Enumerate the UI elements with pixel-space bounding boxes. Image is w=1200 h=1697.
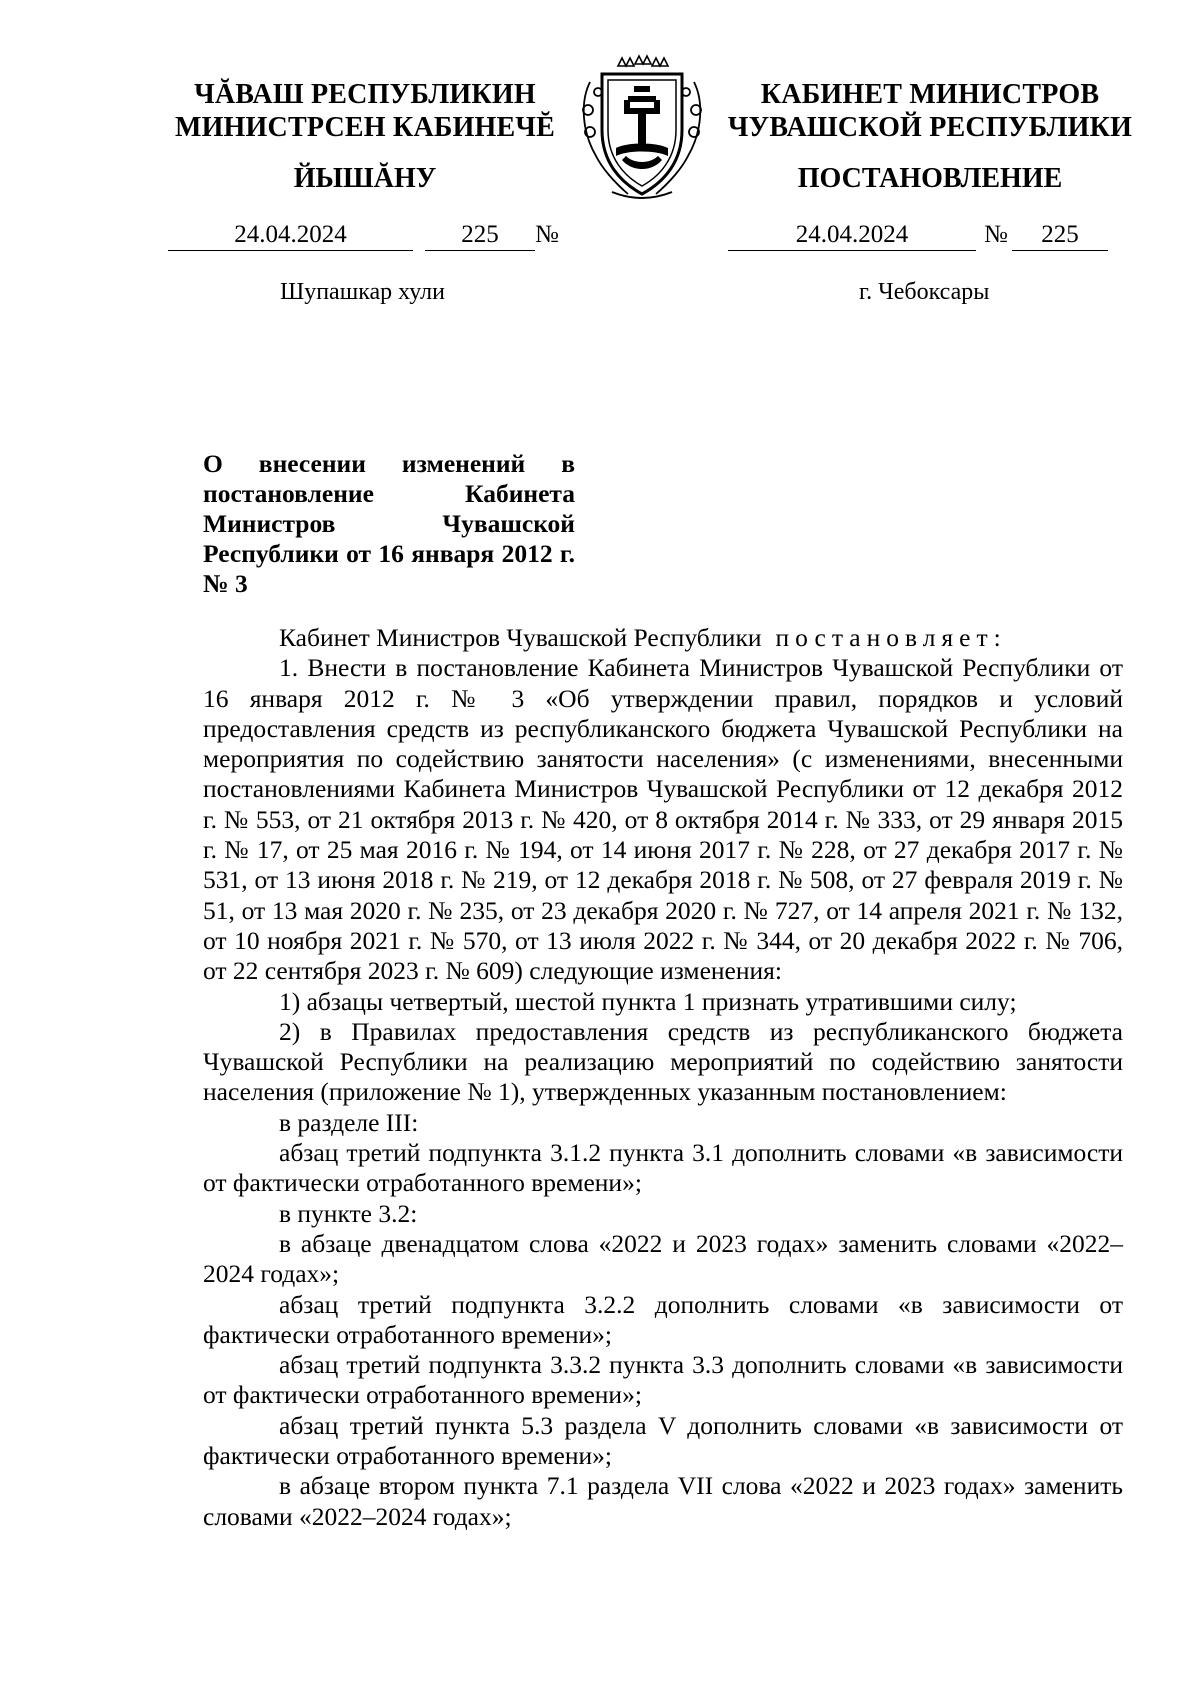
intro-verb: постановляет: (775, 623, 1007, 652)
header-left (150, 78, 580, 144)
header-left-line2: МИНИСТРСЕН КАБИНЕЧĔ (174, 112, 556, 143)
number-sign-left: № (535, 221, 559, 248)
coat-of-arms-emblem (572, 52, 712, 202)
body-paragraph: в пункте 3.2: (279, 1198, 418, 1228)
body-paragraph: 1. Внести в постановление Кабинета Министров Чувашской Республики от 16 января 2012 г. № 3 «Об утверждении правил, порядков и условий предоставления средств из республиканского бюджета Чувашской Республики на мероприятия по содействию занятости населения» (с изменениями, внесенными постановлениями Кабинета Министров Чувашской Республики от 12 декабря 2012 г. № 553, от 21 октября 2013 г. № 420, от 8 октября 2014 г. № 333, от 29 января 2015 г. № 17, от 25 мая 2016 г. № 194, от 14 июня 2017 г. № 228, от 27 декабря 2017 г. № 531, от 13 июня 2018 г. № 219, от 12 декабря 2018 г. № 508, от 27 февраля 2019 г. № 51, от 13 мая 2020 г. № 235, от 23 декабря 2020 г. № 727, от 14 апреля 2021 г. № 132, от 10 ноября 2021 г. № 570, от 13 июля 2022 г. № 344, от 20 декабря 2022 г. № 706, от 22 сентября 2023 г. № 609) следующие изменения: (203, 653, 1123, 986)
header-left-line1: ЧĂВАШ РЕСПУБЛИКИН (194, 79, 536, 110)
date-left: 24.04.2024 (168, 220, 413, 251)
doctype-left: ЙЫШĂНУ (293, 163, 437, 194)
body-paragraph: абзац третий подпункта 3.2.2 дополнить словами «в зависимости от фактически отработанного времени»; (203, 1289, 1123, 1349)
document-subject: О внесении изменений в постановление Кабинета Министров Чувашской Республики от 16 января 2012 г. № 3 (203, 449, 575, 598)
place-left: Шупашкар хули (280, 279, 445, 305)
document-body (203, 623, 1123, 1532)
number-right: 225 (1012, 220, 1108, 251)
body-paragraph: абзац третий подпункта 3.3.2 пункта 3.3 дополнить словами «в зависимости от фактически отработанного времени»; (203, 1350, 1123, 1410)
number-left: 225 (425, 220, 535, 251)
place-right: г. Чебоксары (859, 279, 990, 305)
date-right: 24.04.2024 (728, 220, 976, 251)
number-sign-right: № (984, 221, 1008, 248)
body-paragraph: в абзаце двенадцатом слова «2022 и 2023 годах» заменить словами «2022–2024 годах»; (203, 1228, 1123, 1289)
body-paragraph: в абзаце втором пункта 7.1 раздела VII слова «2022 и 2023 годах» заменить словами «2022–2024 годах»; (203, 1471, 1123, 1531)
body-paragraph: 1) абзацы четвертый, шестой пункта 1 признать утратившими силу; (279, 986, 1017, 1016)
intro-paragraph (203, 623, 1123, 653)
doctype-right: ПОСТАНОВЛЕНИЕ (797, 163, 1063, 194)
header-right (720, 78, 1140, 144)
header-right-line1: КАБИНЕТ МИНИСТРОВ (760, 79, 1100, 110)
body-paragraph: абзац третий пункта 5.3 раздела V дополнить словами «в зависимости от фактически отработанного времени»; (203, 1410, 1123, 1471)
body-paragraph: в разделе III: (279, 1107, 419, 1137)
header-right-line2: ЧУВАШСКОЙ РЕСПУБЛИКИ (727, 112, 1133, 143)
body-paragraph: 2) в Правилах предоставления средств из республиканского бюджета Чувашской Республики на реализацию мероприятий по содействию занятости населения (приложение № 1), утвержденных указанным постановлением: (203, 1016, 1123, 1107)
intro-prefix: Кабинет Министров Чувашской Республики (279, 623, 762, 652)
body-paragraph: абзац третий подпункта 3.1.2 пункта 3.1 дополнить словами «в зависимости от фактически отработанного времени»; (203, 1138, 1123, 1198)
